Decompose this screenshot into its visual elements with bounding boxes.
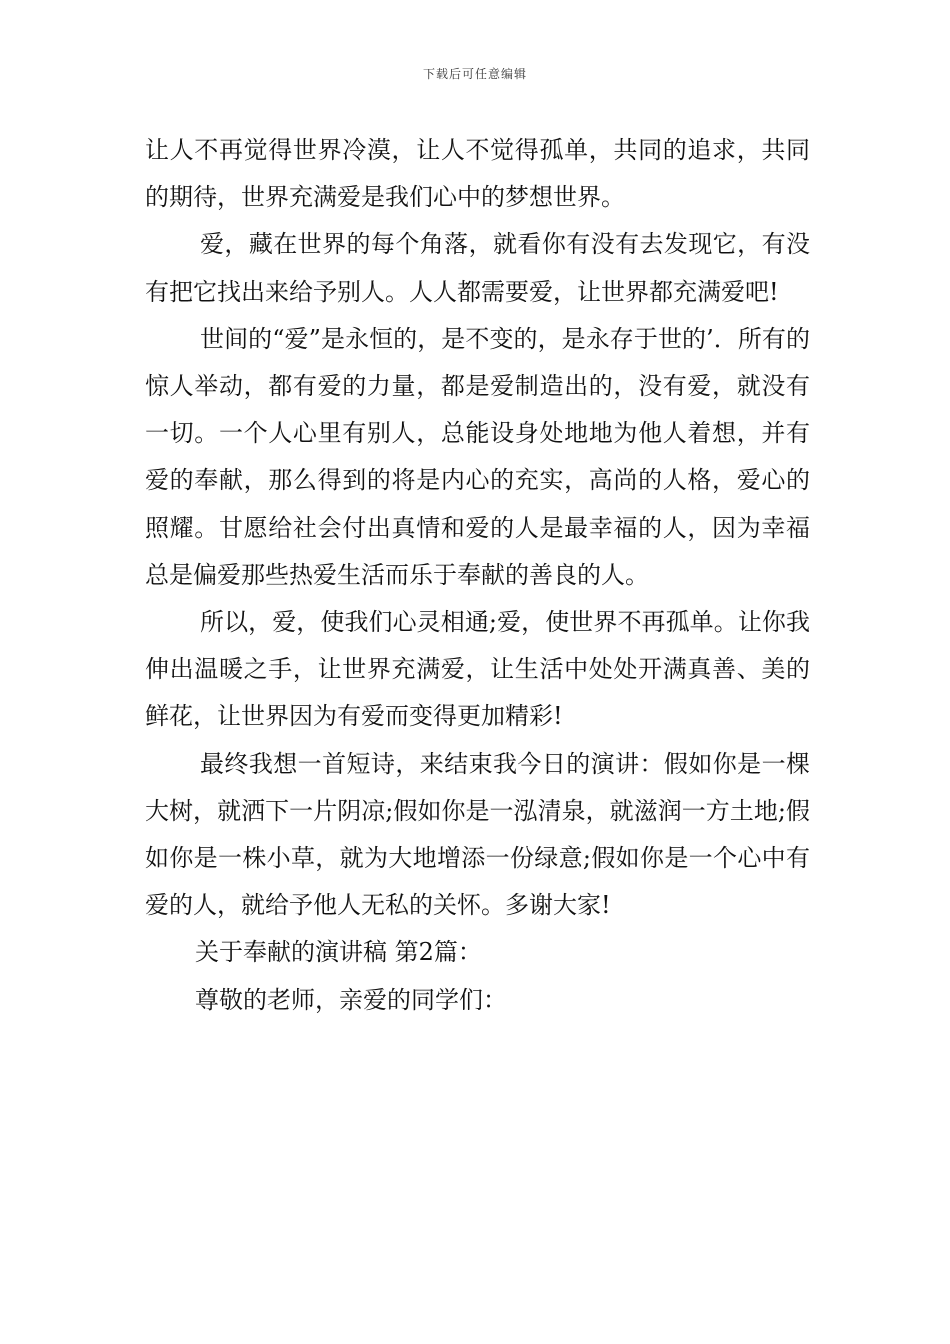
paragraph-so-love: 所以，爱，使我们心灵相通;爱，使世界不再孤单。让你我伸出温暖之手，让世界充满爱，让生活中处处开满真善、美的鲜花，让世界因为有爱而变得更加精彩! xyxy=(145,608,810,731)
paragraph-continuation: 让人不再觉得世界冷漠，让人不觉得孤单，共同的追求，共同的期待，世界充满爱是我们心中的梦想世界。 xyxy=(145,136,810,212)
salutation: 尊敬的老师，亲爱的同学们： xyxy=(195,985,507,1014)
page-header-note: 下载后可任意编辑 xyxy=(422,67,527,81)
paragraph-love-hidden: 爱，藏在世界的每个角落，就看你有没有去发现它，有没有把它找出来给予别人。人人都需要爱，让世界都充满爱吧! xyxy=(145,230,810,306)
paragraph-closing-poem: 最终我想一首短诗，来结束我今日的演讲：假如你是一棵大树，就洒下一片阴凉;假如你是一泓清泉，就滋润一方土地;假如你是一株小草，就为大地增添一份绿意;假如你是一个心中有爱的人，就给予他人无私的关怀。多谢大家! xyxy=(145,749,810,920)
paragraph-love-eternal: 世间的“爱”是永恒的，是不变的，是永存于世的’．所有的惊人举动，都有爱的力量，都是爱制造出的，没有爱，就没有一切。一个人心里有别人，总能设身处地地为他人着想，并有爱的奉献，那么得到的将是内心的充实，高尚的人格，爱心的照耀。甘愿给社会付出真情和爱的人是最幸福的人，因为幸福总是偏爱那些热爱生活而乐于奉献的善良的人。 xyxy=(145,324,810,589)
section-title: 关于奉献的演讲稿 第2篇： xyxy=(195,938,482,967)
document-body xyxy=(145,127,810,1024)
